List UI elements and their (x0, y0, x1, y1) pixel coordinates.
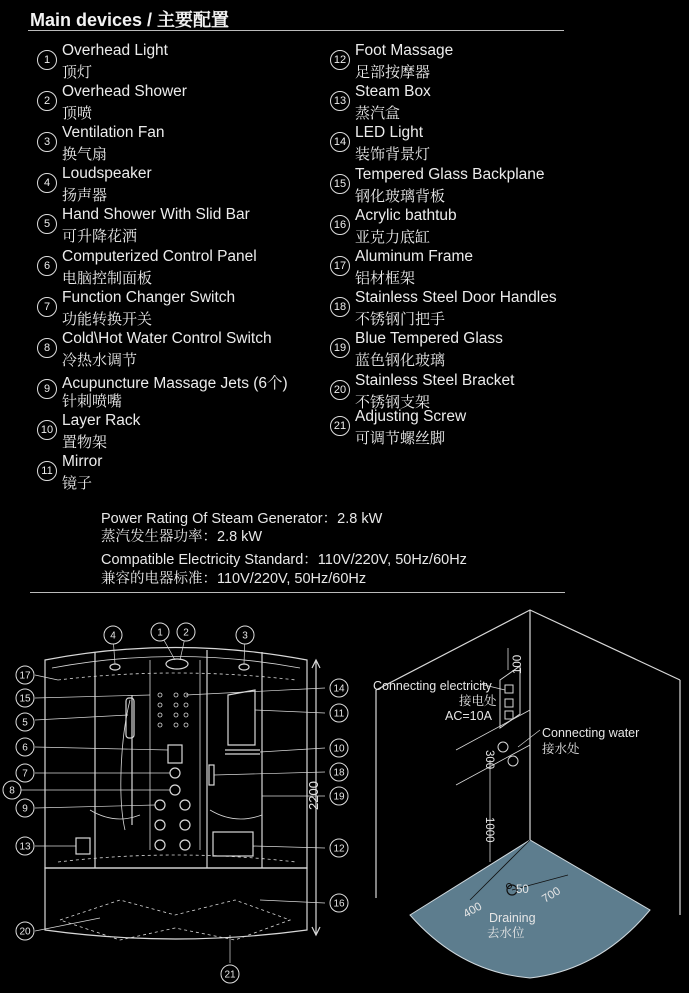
item-name-en: Blue Tempered Glass (355, 330, 503, 348)
callout-number: 5 (22, 717, 28, 729)
item-name-zh: 镜子 (62, 475, 93, 492)
callout-number: 13 (19, 841, 31, 853)
power-rating-en: Power Rating Of Steam Generator：2.8 kW (101, 511, 383, 527)
callout-bubble (330, 787, 348, 805)
dim-300: 300 (483, 750, 495, 770)
cabin-frame (45, 648, 307, 869)
callout-bubble (330, 679, 348, 697)
item-name-zh: 顶喷 (62, 105, 93, 123)
callout-bubble (221, 965, 239, 983)
item-number-badge: 19 (330, 338, 350, 358)
callout-number: 7 (22, 768, 28, 780)
control-panel-icon (168, 745, 182, 763)
callout-bubble (330, 763, 348, 781)
item-number-badge: 2 (37, 91, 57, 111)
item-name-zh: 顶灯 (62, 64, 93, 81)
item-name-zh: 蒸汽盒 (355, 105, 401, 123)
callout-number: 2 (183, 627, 189, 639)
item-name-en: Cold\Hot Water Control Switch (62, 329, 272, 347)
callout-number: 20 (19, 926, 31, 938)
callout-bubble (236, 626, 254, 644)
dim-700: 700 (540, 885, 563, 906)
item-name-zh: 足部按摩器 (355, 64, 431, 81)
callout-bubble (330, 739, 348, 757)
callout-number: 16 (333, 898, 345, 910)
callout-bubble (330, 839, 348, 857)
item-number-badge: 16 (330, 215, 350, 235)
connecting-water-zh: 接水处 (542, 742, 580, 756)
item-name-zh: 功能转换开关 (62, 310, 153, 328)
dim-400: 400 (461, 900, 485, 921)
callout-bubble (104, 626, 122, 644)
item-number-badge: 15 (330, 174, 350, 194)
callout-number: 10 (333, 743, 345, 755)
item-name-en: Aluminum Frame (355, 248, 473, 265)
connecting-electricity-label: Connecting electricity (373, 679, 492, 693)
shower-cabin-diagram (20, 630, 325, 963)
callout-number: 3 (242, 630, 248, 642)
callout-number: 11 (333, 708, 345, 720)
callout-number: 4 (110, 630, 116, 642)
item-number-badge: 13 (330, 91, 350, 111)
callout-number: 21 (224, 969, 236, 981)
diagrams (0, 600, 689, 993)
draining-zh: 去水位 (487, 926, 525, 940)
item-number-badge: 18 (330, 297, 350, 317)
callout-bubble (16, 713, 34, 731)
item-name-zh: 冷热水调节 (62, 351, 138, 369)
item-name-zh: 可调节螺丝脚 (355, 430, 446, 448)
item-name-en: Acrylic bathtub (355, 206, 457, 224)
section-divider (30, 592, 565, 593)
callout-number: 8 (9, 785, 15, 797)
dim-100: 100 (512, 654, 524, 674)
connecting-electricity-zh: 接电处 (459, 694, 497, 708)
item-number-badge: 20 (330, 380, 350, 400)
foot-massage (213, 832, 253, 856)
steam-box (76, 838, 90, 854)
draining-label: Draining (489, 911, 536, 925)
item-number-badge: 6 (37, 256, 57, 276)
item-number-badge: 1 (37, 50, 57, 70)
item-name-en: Adjusting Screw (355, 408, 467, 426)
connecting-water-label: Connecting water (542, 726, 640, 740)
item-name-en: Tempered Glass Backplane (355, 165, 545, 183)
callout-bubble (151, 623, 169, 641)
item-name-zh: 可升降花洒 (62, 228, 138, 246)
electricity-standard-zh: 兼容的电器标准：110V/220V, 50Hz/60Hz (101, 571, 367, 587)
callout-bubble (16, 764, 34, 782)
title-divider (28, 30, 564, 31)
item-name-zh: 换气扇 (62, 146, 108, 164)
item-name-zh: 扬声器 (62, 187, 108, 205)
item-name-en: Overhead Shower (62, 83, 187, 101)
callout-bubble (3, 781, 21, 799)
item-name-en: Mirror (62, 453, 103, 470)
callout-number: 17 (19, 670, 31, 682)
item-name-en: Steam Box (355, 83, 431, 101)
item-name-zh: 蓝色钢化玻璃 (355, 352, 446, 370)
callout-bubble (16, 799, 34, 817)
item-number-badge: 10 (37, 420, 57, 440)
item-name-zh: 置物架 (62, 433, 108, 451)
callout-number: 1 (157, 627, 163, 639)
item-name-zh: 钢化玻璃背板 (355, 187, 446, 205)
item-name-en: Overhead Light (62, 42, 168, 59)
item-name-en: Hand Shower With Slid Bar (62, 206, 250, 224)
electricity-spec: AC=10A (445, 709, 492, 723)
callout-bubble (16, 738, 34, 756)
mirror (228, 690, 255, 745)
item-name-en: Foot Massage (355, 42, 454, 59)
callout-bubble (16, 666, 34, 684)
callout-bubble (330, 894, 348, 912)
item-name-zh: 不锈钢门把手 (355, 311, 446, 329)
item-number-badge: 5 (37, 214, 57, 234)
item-name-en: Computerized Control Panel (62, 247, 257, 265)
callout-number: 14 (333, 683, 345, 695)
callout-number: 9 (22, 803, 28, 815)
item-name-en: LED Light (355, 124, 424, 142)
callout-bubble (16, 837, 34, 855)
height-dimension-label: 2200 (306, 781, 321, 810)
item-name-zh: 不锈钢支架 (355, 393, 431, 411)
item-name-zh: 电脑控制面板 (62, 269, 153, 287)
callout-bubble (330, 704, 348, 722)
dim-50: 50 (516, 884, 529, 896)
item-number-badge: 9 (37, 379, 57, 399)
electricity-standard-en: Compatible Electricity Standard：110V/220V, 50Hz/60Hz (101, 552, 467, 568)
item-number-badge: 3 (37, 132, 57, 152)
item-number-badge: 4 (37, 173, 57, 193)
item-number-badge: 14 (330, 132, 350, 152)
dim-1000: 1000 (483, 817, 495, 843)
item-name-en: Acupuncture Massage Jets (6个) (62, 374, 288, 392)
callout-number: 18 (333, 767, 345, 779)
item-name-zh: 铝材框架 (355, 270, 416, 287)
item-name-zh: 装饰背景灯 (355, 146, 431, 164)
item-name-en: Ventilation Fan (62, 124, 165, 142)
callout-bubble (16, 922, 34, 940)
item-number-badge: 17 (330, 256, 350, 276)
item-number-badge: 8 (37, 338, 57, 358)
item-name-en: Loudspeaker (62, 165, 152, 183)
item-number-badge: 21 (330, 416, 350, 436)
callout-number: 19 (333, 791, 345, 803)
item-name-en: Stainless Steel Door Handles (355, 289, 557, 307)
item-number-badge: 12 (330, 50, 350, 70)
callout-number: 6 (22, 742, 28, 754)
item-number-badge: 7 (37, 297, 57, 317)
callout-number: 12 (333, 843, 345, 855)
page-title: Main devices / 主要配置 (30, 10, 230, 30)
item-name-zh: 针刺喷嘴 (62, 392, 123, 410)
callout-number: 15 (19, 693, 31, 705)
callout-bubble (177, 623, 195, 641)
item-name-en: Layer Rack (62, 411, 141, 429)
item-number-badge: 11 (37, 461, 57, 481)
item-name-en: Stainless Steel Bracket (355, 371, 515, 389)
item-name-zh: 亚克力底缸 (355, 228, 431, 246)
power-rating-zh: 蒸汽发生器功率：2.8 kW (101, 529, 263, 545)
item-name-en: Function Changer Switch (62, 288, 236, 306)
callout-bubble (16, 689, 34, 707)
